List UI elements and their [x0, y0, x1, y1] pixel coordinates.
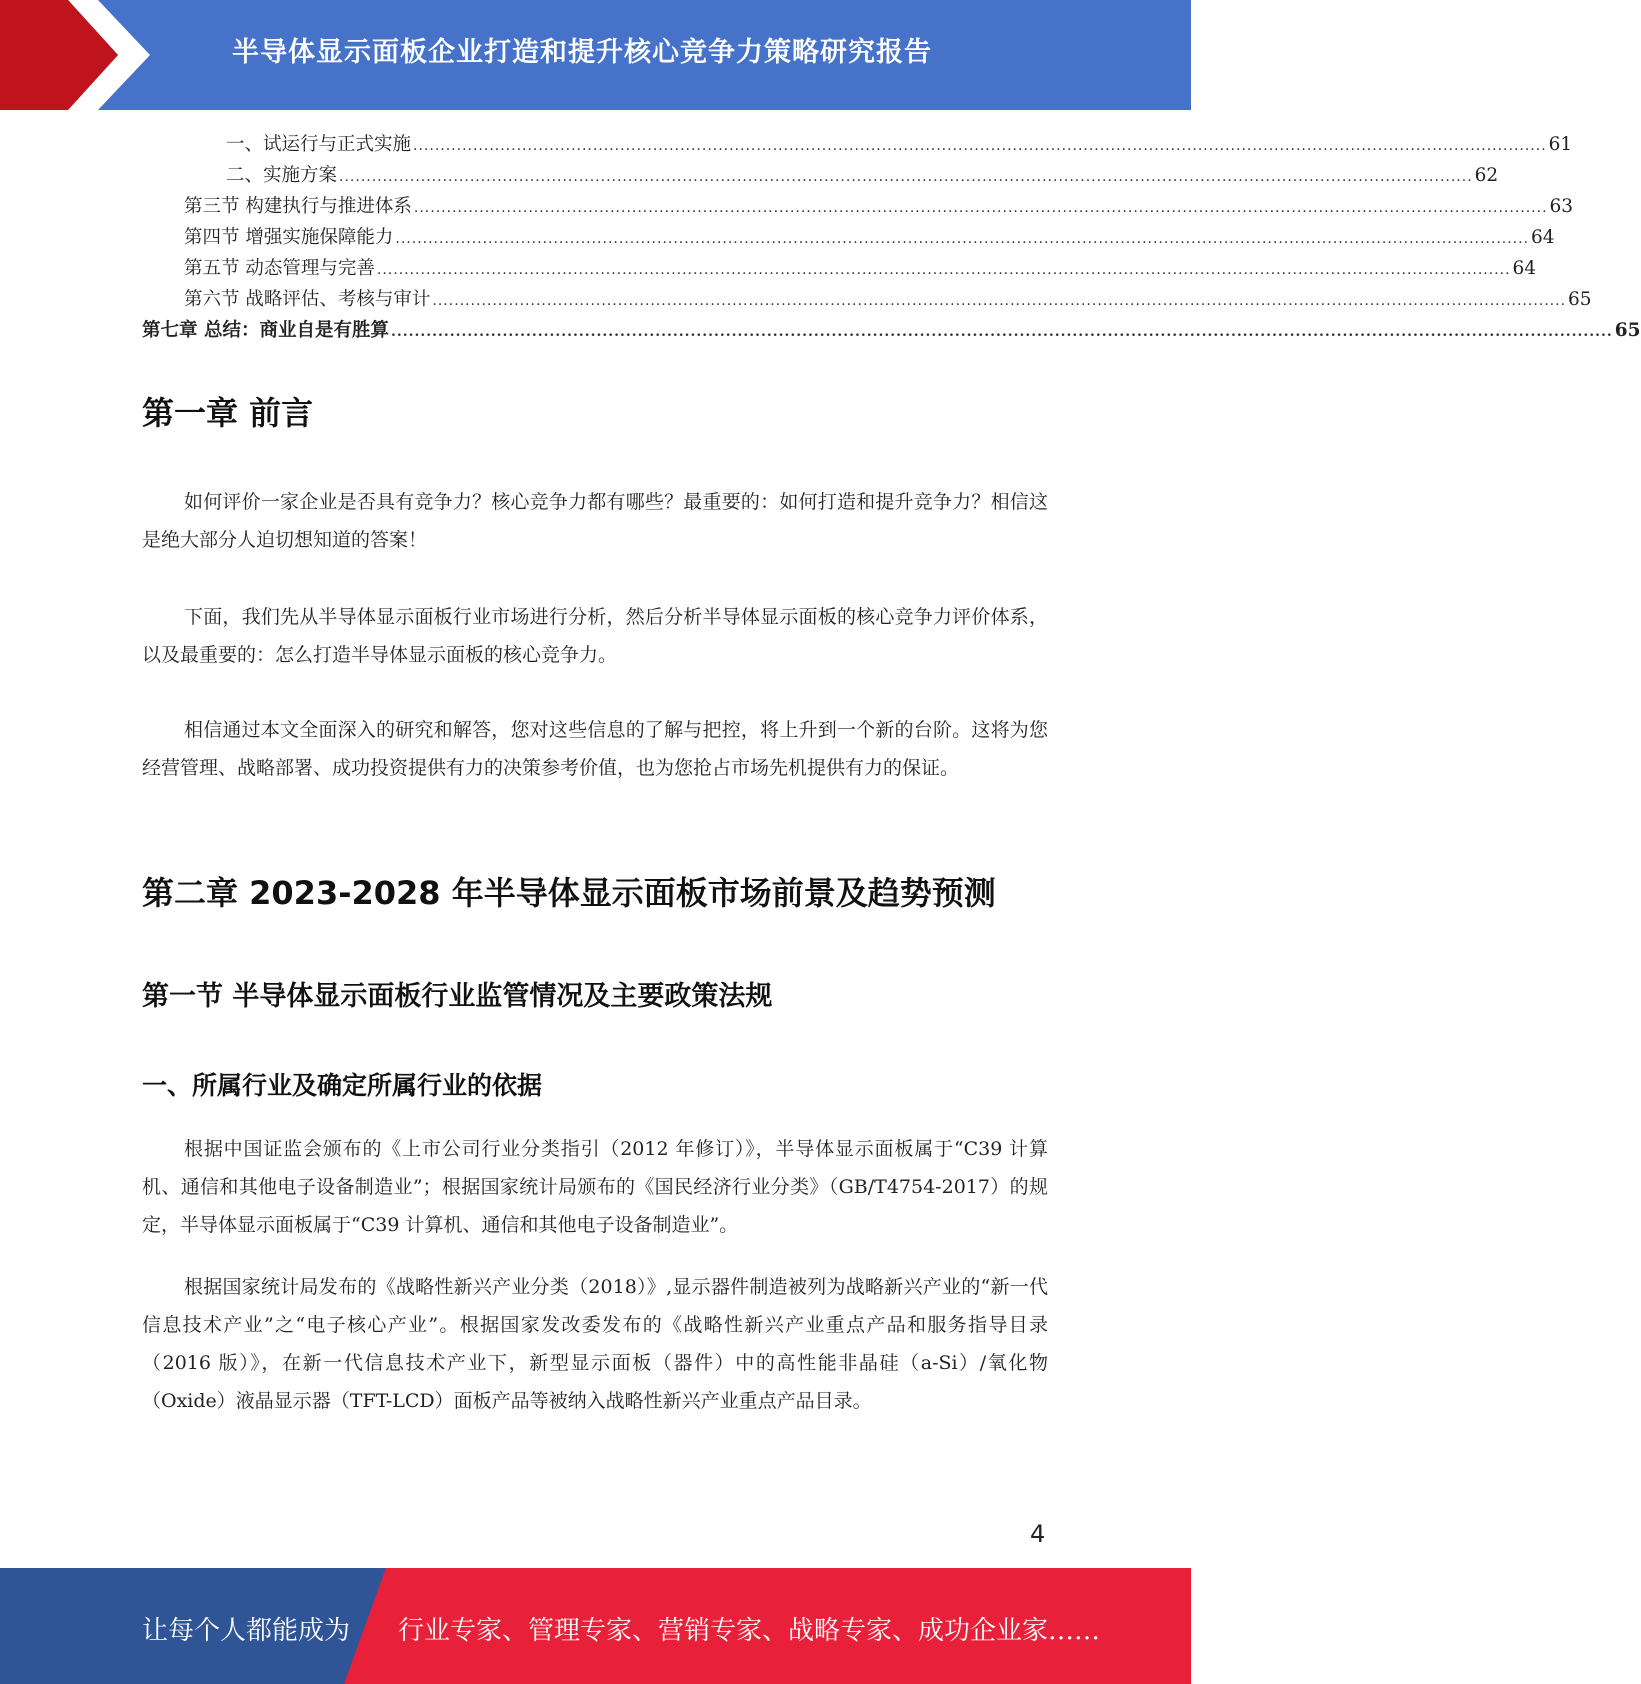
toc-entry-label: 第七章 总结：商业自是有胜算	[142, 320, 389, 341]
table-of-contents	[142, 130, 1641, 347]
header-title: 半导体显示面板企业打造和提升核心竞争力策略研究报告	[232, 37, 932, 68]
toc-leader-dots: ................................................................................................................................................................................................................	[413, 138, 1547, 154]
toc-leader-dots: ................................................................................................................................................................................................................	[432, 293, 1567, 309]
toc-entry-label: 第三节 构建执行与推进体系	[184, 196, 412, 217]
toc-leader-dots: ................................................................................................................................................................................................................	[339, 169, 1473, 185]
toc-entry-page: 61	[1548, 134, 1573, 155]
chapter-1-heading: 第一章 前言	[142, 394, 314, 432]
page-number: 4	[1030, 1520, 1046, 1548]
toc-entry-label: 第四节 增强实施保障能力	[184, 227, 394, 248]
subsection-1-heading: 一、所属行业及确定所属行业的依据	[142, 1071, 543, 1100]
toc-entry[interactable]	[142, 130, 1573, 161]
toc-leader-dots: ................................................................................................................................................................................................................	[390, 324, 1613, 340]
toc-leader-dots: ................................................................................................................................................................................................................	[376, 262, 1511, 278]
toc-leader-dots: ................................................................................................................................................................................................................	[395, 231, 1530, 247]
footer-slogan-left: 让每个人都能成为	[142, 1616, 351, 1646]
toc-entry-label: 一、试运行与正式实施	[226, 134, 412, 155]
toc-entry-page: 65	[1568, 289, 1592, 310]
toc-entry[interactable]	[142, 192, 1574, 223]
toc-entry[interactable]	[142, 254, 1537, 285]
toc-entry-page: 63	[1549, 196, 1574, 217]
toc-entry-page: 65	[1614, 320, 1641, 341]
toc-entry[interactable]	[142, 223, 1555, 254]
toc-entry-label: 二、实施方案	[226, 165, 338, 186]
page-header	[0, 0, 1191, 110]
footer-slogan-right: 行业专家、管理专家、营销专家、战略专家、成功企业家……	[398, 1616, 1101, 1646]
toc-entry-label: 第五节 动态管理与完善	[184, 258, 375, 279]
chapter-2-heading: 第二章 2023-2028 年半导体显示面板市场前景及趋势预测	[142, 874, 996, 912]
toc-entry-page: 64	[1531, 227, 1555, 248]
subsection-paragraph: 根据中国证监会颁布的《上市公司行业分类指引（2012 年修订）》，半导体显示面板属于“C39 计算机、通信和其他电子设备制造业”；根据国家统计局颁布的《国民经济行业分类》（GB/T4754-2017）的规定，半导体显示面板属于“C39 计算机、通信和其他电子设备制造业”。	[142, 1138, 1048, 1236]
chapter-1-paragraph: 下面，我们先从半导体显示面板行业市场进行分析，然后分析半导体显示面板的核心竞争力评价体系，以及最重要的：怎么打造半导体显示面板的核心竞争力。	[142, 606, 1048, 666]
subsection-paragraph: 根据国家统计局发布的《战略性新兴产业分类（2018）》,显示器件制造被列为战略新兴产业的“新一代信息技术产业”之“电子核心产业”。根据国家发改委发布的《战略性新兴产业重点产品和服务指导目录（2016 版）》，在新一代信息技术产业下，新型显示面板（器件）中的高性能非晶硅（a-Si）/氧化物（Oxide）液晶显示器（TFT-LCD）面板产品等被纳入战略性新兴产业重点产品目录。	[142, 1276, 1048, 1412]
chapter-1-paragraph: 相信通过本文全面深入的研究和解答，您对这些信息的了解与把控，将上升到一个新的台阶。这将为您经营管理、战略部署、成功投资提供有力的决策参考价值，也为您抢占市场先机提供有力的保证。	[142, 719, 1048, 779]
toc-leader-dots: ................................................................................................................................................................................................................	[413, 200, 1548, 216]
toc-entry[interactable]	[142, 316, 1641, 347]
section-1-heading: 第一节 半导体显示面板行业监管情况及主要政策法规	[142, 981, 773, 1012]
toc-entry-page: 64	[1512, 258, 1537, 279]
toc-entry[interactable]	[142, 285, 1592, 316]
page-footer	[0, 1568, 1191, 1684]
chapter-1-paragraph: 如何评价一家企业是否具有竞争力？核心竞争力都有哪些？最重要的：如何打造和提升竞争力？相信这是绝大部分人迫切想知道的答案！	[142, 491, 1048, 551]
toc-entry-page: 62	[1474, 165, 1499, 186]
toc-entry-label: 第六节 战略评估、考核与审计	[184, 289, 431, 310]
toc-entry[interactable]	[142, 161, 1499, 192]
